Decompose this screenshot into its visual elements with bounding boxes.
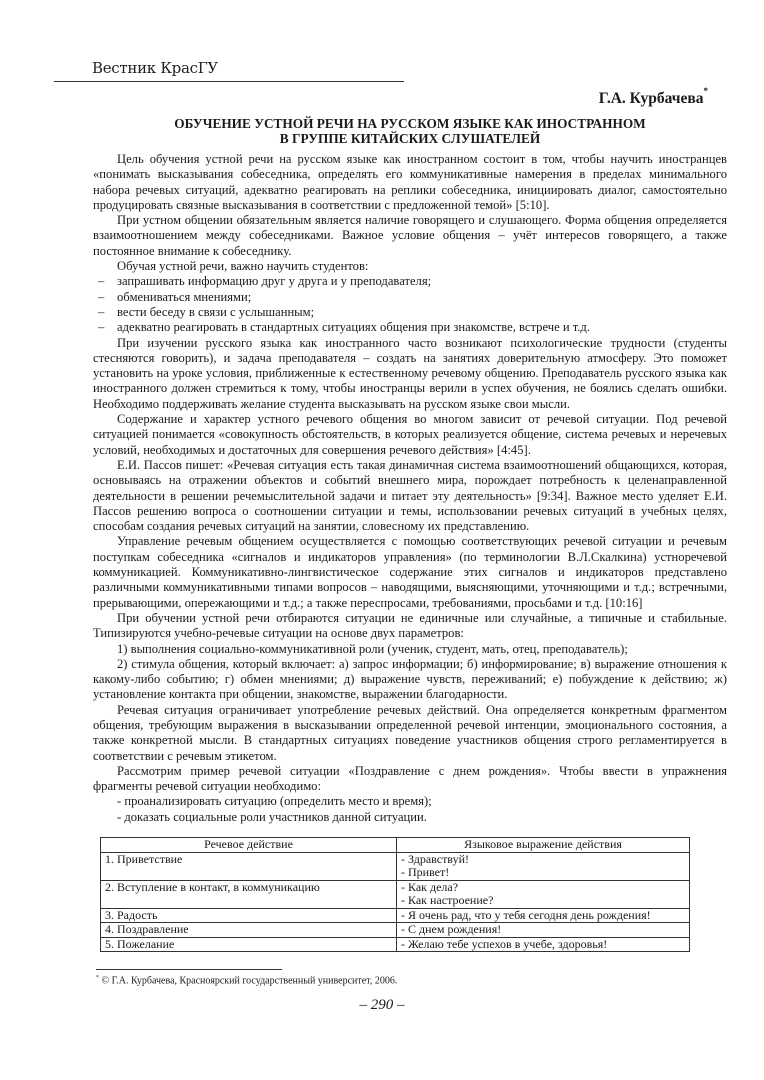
article-title xyxy=(90,116,730,146)
expression-cell: - Как дела? - Как настроение? xyxy=(397,880,690,908)
paragraph: Содержание и характер устного речевого общения во многом зависит от речевой ситуации. Под речевой ситуацией понимается «совокупность обстоятельств, в которых реализуется общение, система речевых и неречевых условий, необходимых и достаточных для совершения речевого действия» [4:45]. xyxy=(93,412,727,457)
author-footnote-mark: * xyxy=(703,86,708,96)
article-title-line-1: ОБУЧЕНИЕ УСТНОЙ РЕЧИ НА РУССКОМ ЯЗЫКЕ КАК ИНОСТРАННОМ xyxy=(174,116,646,131)
paragraph: Обучая устной речи, важно научить студентов: xyxy=(117,259,369,274)
dash-bullet: – xyxy=(98,304,105,319)
table-header-row xyxy=(101,838,690,853)
paragraph: Речевая ситуация ограничивает употребление речевых действий. Она определяется конкретным фрагментом общения, требующим выражения в высказывании определенной речевой интенции, эмоционального состояния, а также конкретной мысли. В стандартных ситуациях поведение участников общения строго регламентируется в соответствии с речевым этикетом. xyxy=(93,702,727,763)
author-name xyxy=(598,86,708,108)
action-cell: 2. Вступление в контакт, в коммуникацию xyxy=(101,880,397,908)
dash-bullet: – xyxy=(98,320,105,335)
paragraph: При обучении устной речи отбираются ситуации не единичные или случайные, а типичные и стабильные. Типизируются учебно-речевые ситуации на основе двух параметров: xyxy=(93,610,727,641)
list-item: – адекватно реагировать в стандартных ситуациях общения при знакомстве, встрече и т.д. xyxy=(98,320,590,335)
header-rule xyxy=(54,81,404,82)
table-row xyxy=(101,852,690,880)
numbered-item: 2) стимула общения, который включает: а) запрос информации; б) информирование; в) выражение отношения к какому-либо событию; г) обмен мнениями; д) выражение чувств, переживаний; е) побуждение к действию; ж) установление контакта при общении, знакомстве, выражении благодарности. xyxy=(93,656,727,702)
expression-cell: - Желаю тебе успехов в учебе, здоровья! xyxy=(397,937,690,952)
column-header-action: Речевое действие xyxy=(101,838,397,853)
dash-bullet: – xyxy=(98,274,105,289)
table-row xyxy=(101,880,690,908)
paragraph: Цель обучения устной речи на русском языке как иностранном состоит в том, чтобы научить иностранцев «понимать высказывания собеседника, определять его коммуникативные намерения в пределах минимального набора речевых ситуаций, адекватно реагировать на реплики собеседника, инициировать диалог, самостоятельно продуцировать связные высказывания в соответствии с предложенной темой» [5:10]. xyxy=(93,152,727,212)
page-number: – 290 – xyxy=(359,997,405,1013)
footnote-text: © Г.А. Курбачева, Красноярский государственный университет, 2006. xyxy=(99,975,398,987)
speech-actions-table xyxy=(100,837,690,952)
journal-title: Вестник КрасГУ xyxy=(92,59,218,77)
action-cell: 5. Пожелание xyxy=(101,937,397,952)
table-row xyxy=(101,923,690,938)
action-cell: 3. Радость xyxy=(101,908,397,923)
list-item: – вести беседу в связи с услышанным; xyxy=(98,304,315,319)
paragraph: При изучении русского языка как иностранного часто возникают психологические трудности (студенты стесняются говорить), и задача преподавателя – создать на занятиях доверительную атмосферу. Это поможет установить на уроке условия, приближенные к естественному речевому общению. Преподаватель русского языка как иностранного должен стремиться к тому, чтобы иностранцы верили в успех обучения, не боялись сделать ошибки. Необходимо поддерживать желание студента высказывать на русском языке свои мысли. xyxy=(93,335,727,411)
footnote-mark: * xyxy=(96,975,99,981)
list-item: - проанализировать ситуацию (определить место и время); xyxy=(117,794,432,809)
expression-cell: - С днем рождения! xyxy=(397,923,690,938)
expression-cell: - Я очень рад, что у тебя сегодня день рождения! xyxy=(397,908,690,923)
table-row xyxy=(101,908,690,923)
paragraph: Е.И. Пассов пишет: «Речевая ситуация есть такая динамичная система взаимоотношений общающихся, которая, основываясь на отражении объектов и событий внешнего мира, порождает потребность к целенаправленной деятельности в решении речемыслительной задачи и питает эту деятельность» [9:34]. Важное место уделяет Е.И. Пассов решению вопроса о соотношении ситуации и темы, использовании речевых ситуаций в учебных целях, способам создания речевых ситуаций на занятии, словесному их представлению. xyxy=(93,457,727,534)
list-item: – запрашивать информацию друг у друга и у преподавателя; xyxy=(98,274,432,289)
dash-bullet: – xyxy=(98,289,105,304)
expression-cell: - Здравствуй! - Привет! xyxy=(397,852,690,880)
column-header-expression: Языковое выражение действия xyxy=(397,838,690,853)
numbered-item: 1) выполнения социально-коммуникативной роли (ученик, студент, мать, отец, преподаватель); xyxy=(117,641,628,656)
list-item: – обмениваться мнениями; xyxy=(98,289,252,304)
action-cell: 4. Поздравление xyxy=(101,923,397,938)
paragraph: Рассмотрим пример речевой ситуации «Поздравление с днем рождения». Чтобы ввести в упражнения фрагменты речевой ситуации необходимо: xyxy=(93,763,727,794)
list-item: - доказать социальные роли участников данной ситуации. xyxy=(117,809,427,824)
author-name-text: Г.А. Курбачева xyxy=(598,90,704,108)
article-title-line-2: В ГРУППЕ КИТАЙСКИХ СЛУШАТЕЛЕЙ xyxy=(279,131,541,146)
footnote xyxy=(96,975,397,986)
paragraph: При устном общении обязательным является наличие говорящего и слушающего. Форма общения определяется взаимоотношением между собеседниками. Важное условие общения – учёт интересов говорящего, а также постоянное внимание к собеседнику. xyxy=(93,213,727,258)
article-body xyxy=(93,152,727,825)
table-row xyxy=(101,937,690,952)
footnote-rule xyxy=(96,969,282,970)
paragraph: Управление речевым общением осуществляется с помощью соответствующих речевой ситуации и речевым поступкам собеседника «сигналов и индикаторов управления» (по терминологии В.Л.Скалкина) устноречевой коммуникацией. Коммуникативно-лингвистическое содержание этих сигналов и индикаторов представлено различными коммуникативными типами вопросов – наводящими, выясняющими, уточняющими и т.д.; встречными, прерывающими, опережающими и т.д.; а также переспросами, требованиями, просьбами и т.д. [10:16] xyxy=(93,534,727,610)
action-cell: 1. Приветствие xyxy=(101,852,397,880)
